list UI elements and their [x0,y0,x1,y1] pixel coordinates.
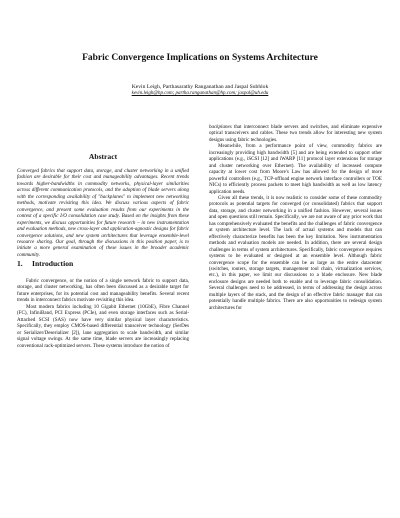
intro-body [17,278,189,349]
intro-paragraph-1: Fabric convergence, or the notion of a single network fabric to support data, storage, and cluster networking, has often been discussed as a desirable target for future enterprises, for its potential cost and manageability benefits. Several recent trends in interconnect fabrics motivate revisiting this idea. [17,278,189,304]
intro-heading [17,259,189,268]
right-column [209,124,382,311]
email-links[interactable]: kevin.leigh@hp.com; partha.ranganathan@hp.com; jaspal@uh.edu [131,91,269,96]
section-title: Introduction [32,259,74,268]
right-paragraph-2: Given all these trends, it is now realistic to consider some of these commodity protocols as potential targets for converged (or consolidated) fabrics that support data, storage, and cluster networking in a unified fashion. However, several issues and open questions still remain. Specifically, we are not aware of any prior work that has comprehensively evaluated the benefits and the challenges of fabric convergence at system architecture level. The lack of actual systems and models that can effectively characterize benefits has been the key limitation. New instrumentation methods and evaluation models are needed. In addition, there are several design challenges in terms of system architectures. Specifically, fabric convergence requires systems to be evaluated or designed at an ensemble level. Although fabric convergence scope for the ensemble can be as large as the entire datacenter (switches, routers, storage targets, management tool chain, virtualization services, etc.), in this paper, we limit our discussions to a blade enclosure. New blade enclosure designs are needed both to enable and to leverage fabric consolidation. Several challenges need to be addressed, in terms of addressing the design across multiple layers of the stack, and the design of an effective fabric manager that can potentially handle multiple fabrics. There are also opportunities to redesign system architectures for [209,194,382,311]
section-number: 1. [17,259,23,268]
abstract-heading: Abstract [88,152,118,161]
intro-paragraph-2: Most modern fabrics including 10 Gigabit Ethernet (10GbE), Fibre Channel (FC), InfiniBand, PCI Express (PCIe), and even storage interfaces such as Serial-Attached SCSI (SAS) now have very similar physical layer characteristics. Specifically, they employ CMOS-based differential transceiver technology (SerDes or Serializer/Deserializer [2]), lane aggregation to scale bandwidth, and similar signal voltage swings. At the same time, blade servers are increasingly replacing conventional rack-optimized servers. These systems introduce the notion of [17,303,189,349]
right-paragraph-1: Meanwhile, from a performance point of view, commodity fabrics are increasingly providing high bandwidth [5] and are being extended to support other applications (e.g., iSCSI [12] and iWARP [11] protocol layer extensions for storage and cluster networking over Ethernet). The availability of increased compute capacity at lower cost from Moore's Law has allowed for the design of more powerful controllers (e.g., TCP-offload engine network interface controllers or TOE NICs) to efficiently process packets to meet high bandwidth as well as low latency application needs. [209,143,382,195]
abstract-text: Converged fabrics that support data, storage, and cluster networking in a unified fashion are desirable for their cost and manageability advantages. Recent trends towards higher-bandwidths in commodity networks, physical-layer similarities across different communication protocols, and the adoption of blade servers along with the corresponding availability of "backplanes" to implement new networking methods, motivate revisiting this idea. We discuss various aspects of fabric convergence, and present some evaluation results from our experiments in the context of a specific I/O consolidation case study. Based on the insights from these experiments, we discuss opportunities for future research – in new instrumentation and evaluation methods, new cross-layer and application-agnostic designs for fabric convergence solutions, and new system architectures that leverage ensemble-level resource sharing. Our goal, through the discussions in this position paper, is to initiate a more general examination of these issues in the broader academic community. [17,168,189,258]
right-paragraph-0 [209,124,382,143]
emphasis-backplanes: backplanes [209,124,232,130]
paper-title: Fabric Convergence Implications on Systems Architecture [82,53,318,63]
author-emails [20,91,380,97]
author-list: Kevin Leigh, Parthasarathy Ranganathan and Jaspal Subhlok [131,84,269,90]
right-paragraph-0-text: that interconnect blade servers and switches, and eliminate expensive optical transceivers and cables. These two trends allow for interesting new system designs using fabric technologies. [209,124,382,143]
